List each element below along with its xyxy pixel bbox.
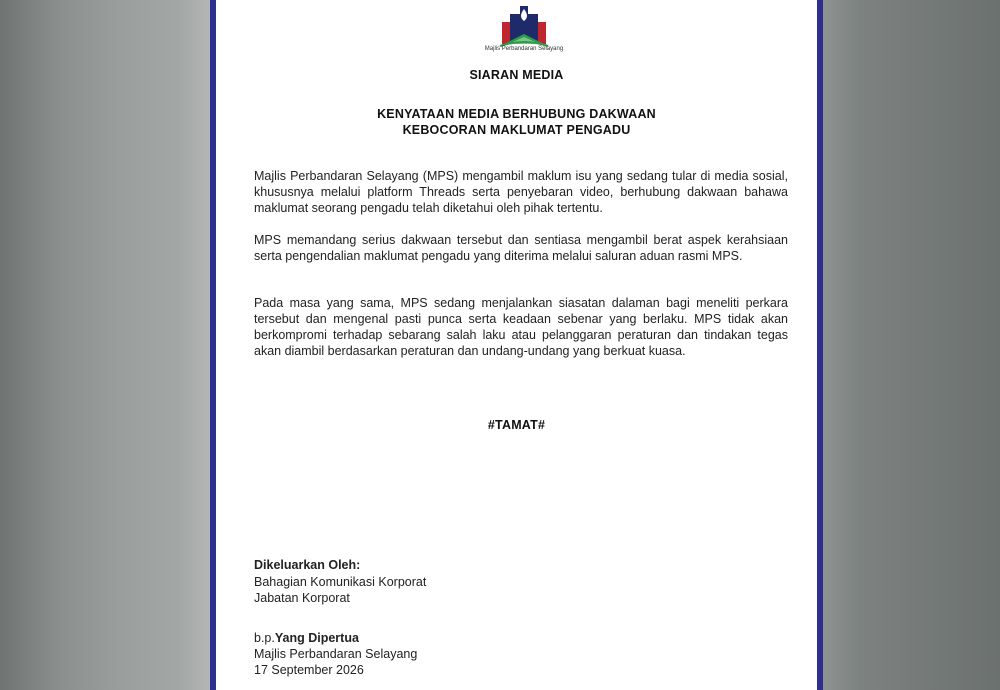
page-title: SIARAN MEDIA	[469, 68, 564, 82]
department-name: Bahagian Komunikasi Korporat	[254, 575, 427, 589]
press-release-page	[210, 0, 823, 690]
paragraph-3: Pada masa yang sama, MPS sedang menjalankan siasatan dalaman bagi meneliti perkara tersebut dan mengenal pasti punca serta keadaan sebenar yang berlaku. MPS tidak akan berkompromi terhadap sebarang salah laku atau pelanggaran peraturan dan tindakan tegas akan diambil berdasarkan peraturan dan undang-undang yang berkuat kuasa.	[254, 296, 788, 358]
paragraph-1: Majlis Perbandaran Selayang (MPS) mengambil maklum isu yang sedang tular di media sosial, khususnya melalui platform Threads serta penyebaran video, berhubung dakwaan bahawa maklumat seorang pengadu telah diketahui oleh pihak tertentu.	[254, 169, 788, 215]
paragraph-2: MPS memandang serius dakwaan tersebut dan sentiasa mengambil berat aspek kerahsiaan serta pengendalian maklumat pengadu yang diterima melalui saluran aduan rasmi MPS.	[254, 233, 788, 263]
end-mark: #TAMAT#	[487, 418, 546, 432]
logo-caption: Majlis Perbandaran Selayang	[484, 46, 564, 52]
subtitle-line-2: KEBOCORAN MAKLUMAT PENGADU	[402, 123, 631, 137]
division-name: Jabatan Korporat	[254, 591, 350, 605]
release-date: 17 September 2026	[254, 663, 364, 677]
bp-title: Yang Dipertua	[274, 631, 359, 645]
bp-prefix: b.p.	[254, 631, 275, 645]
council-name: Majlis Perbandaran Selayang	[254, 647, 418, 661]
on-behalf-of	[254, 630, 359, 646]
issued-by-label: Dikeluarkan Oleh:	[254, 558, 361, 572]
subtitle-line-1: KENYATAAN MEDIA BERHUBUNG DAKWAAN	[377, 107, 656, 121]
